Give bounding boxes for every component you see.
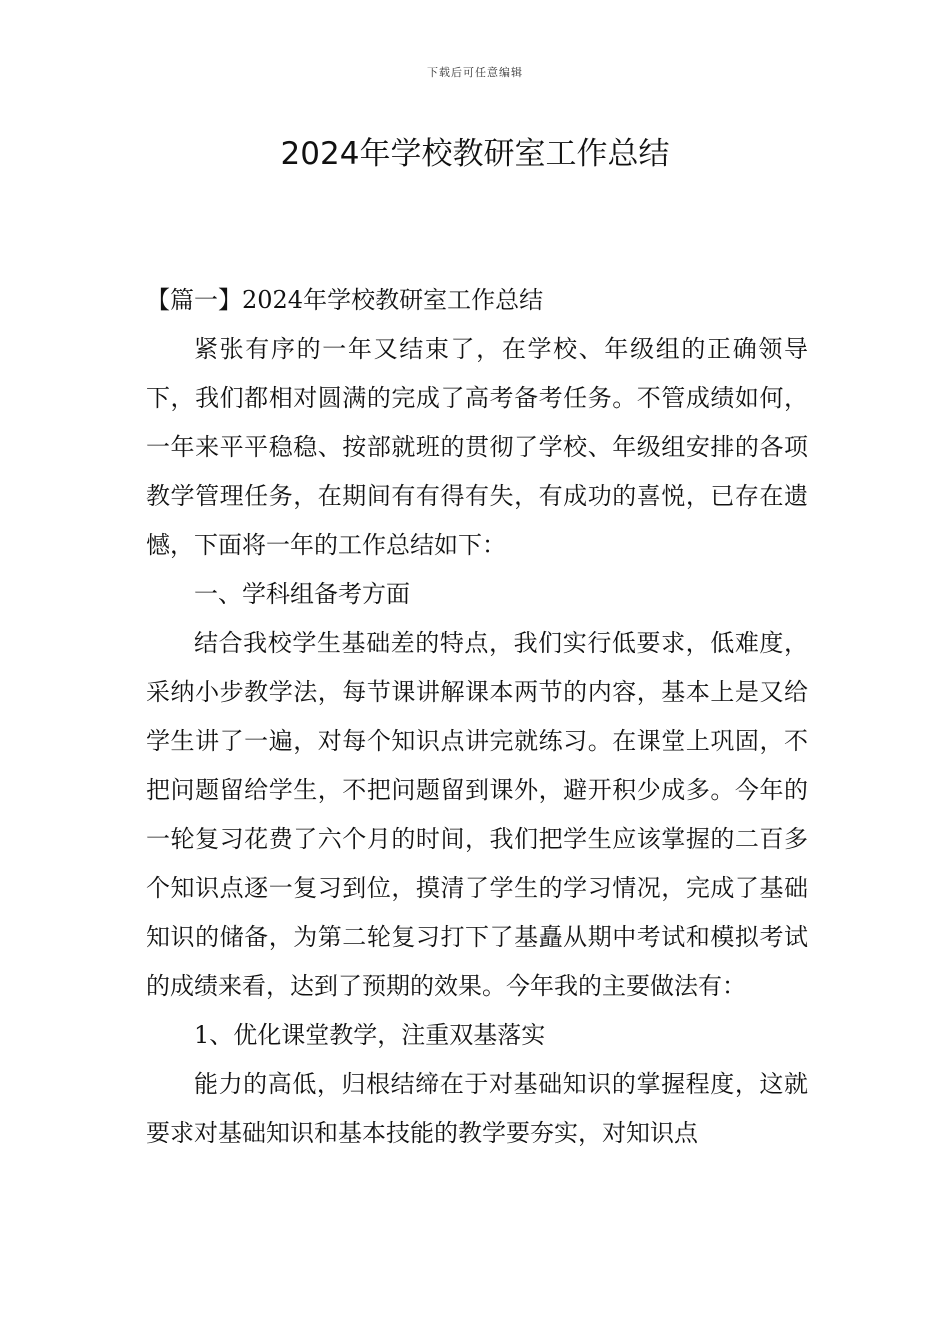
subheading: 一、学科组备考方面	[194, 580, 410, 608]
subheading: 1、优化课堂教学，注重双基落实	[194, 1021, 546, 1049]
section-title: 【篇一】2024年学校教研室工作总结	[146, 286, 544, 314]
body-paragraph: 能力的高低，归根结缔在于对基础知识的掌握程度，这就要求对基础知识和基本技能的教学要夯实，对知识点	[146, 1070, 808, 1147]
body-paragraph: 结合我校学生基础差的特点，我们实行低要求，低难度，采纳小步教学法，每节课讲解课本两节的内容，基本上是又给学生讲了一遍，对每个知识点讲完就练习。在课堂上巩固，不把问题留给学生，不把问题留到课外，避开积少成多。今年的一轮复习花费了六个月的时间，我们把学生应该掌握的二百多个知识点逐一复习到位，摸清了学生的学习情况，完成了基础知识的储备，为第二轮复习打下了基矗从期中考试和模拟考试的成绩来看，达到了预期的效果。今年我的主要做法有：	[146, 629, 808, 1000]
document-title: 2024年学校教研室工作总结	[280, 136, 670, 172]
document-body	[146, 276, 808, 1158]
body-paragraph: 紧张有序的一年又结束了，在学校、年级组的正确领导下，我们都相对圆满的完成了高考备考任务。不管成绩如何，一年来平平稳稳、按部就班的贯彻了学校、年级组安排的各项教学管理任务，在期间有有得有失，有成功的喜悦，已存在遗憾，下面将一年的工作总结如下：	[146, 335, 808, 559]
header-note: 下载后可任意编辑	[427, 66, 523, 79]
